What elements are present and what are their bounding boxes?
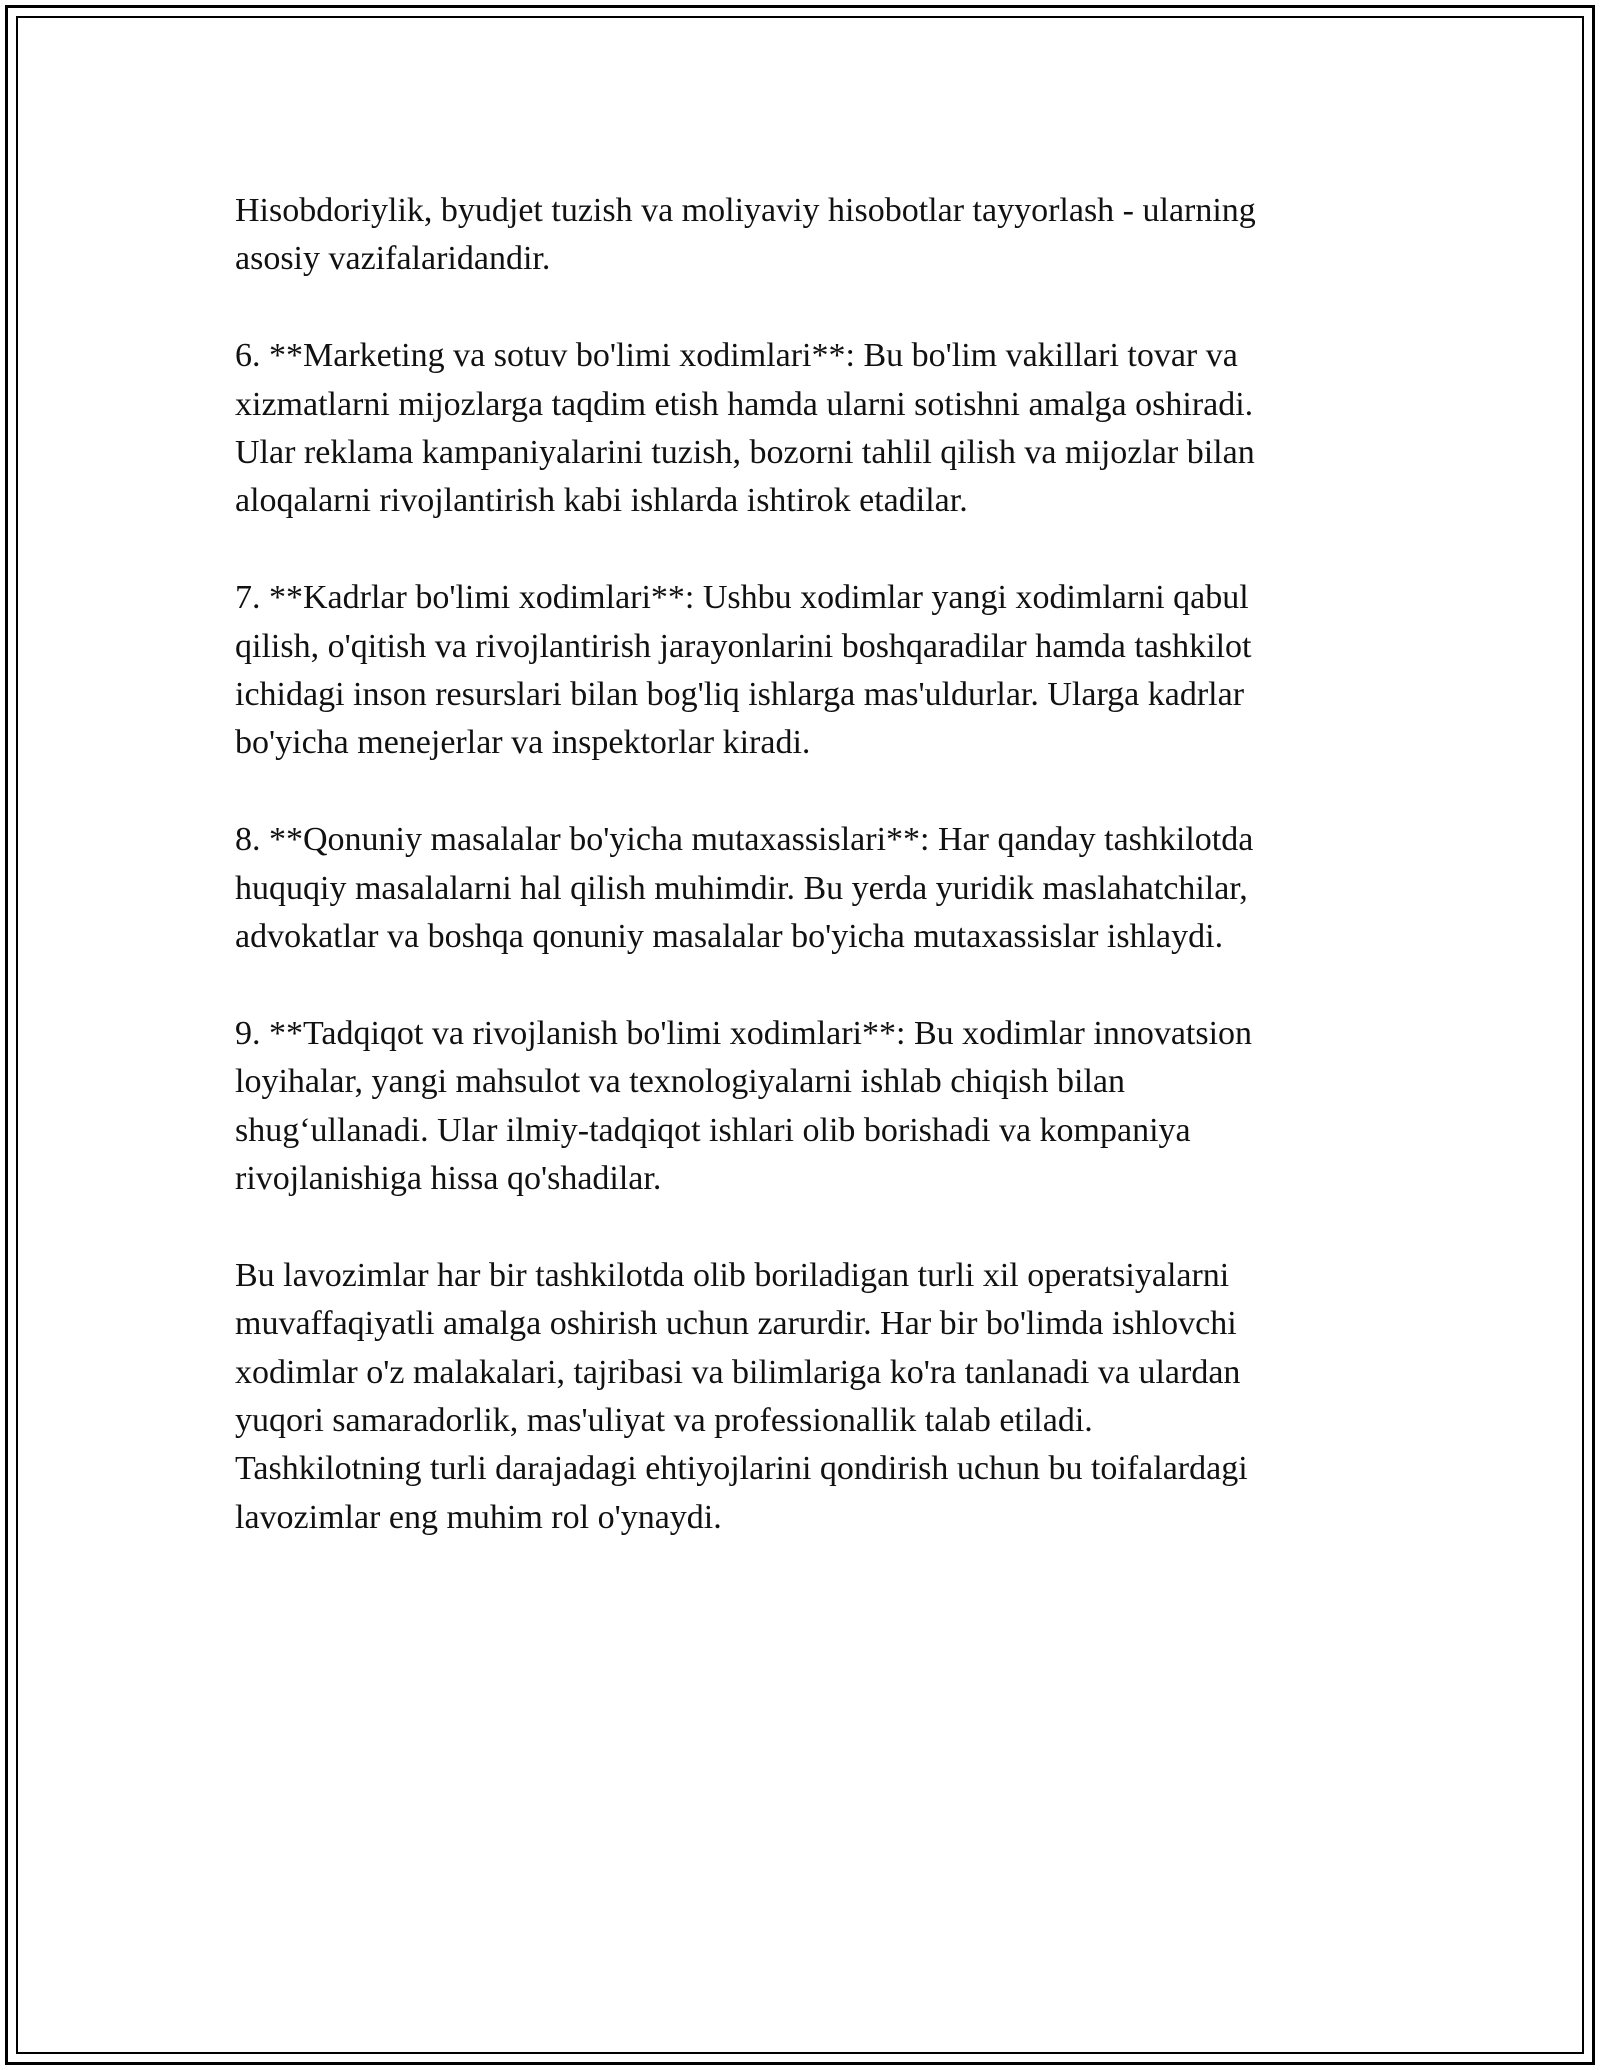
text-line: ichidagi inson resurslari bilan bog'liq ishlarga mas'uldurlar. Ularga kadrlar [235, 676, 1245, 714]
text-line: 9. **Tadqiqot va rivojlanish bo'limi xodimlari**: Bu xodimlar innovatsion [235, 1014, 1253, 1052]
text-line: advokatlar va boshqa qonuniy masalalar bo'yicha mutaxassislar ishlaydi. [235, 918, 1224, 956]
text-line: xodimlar o'z malakalari, tajribasi va bilimlariga ko'ra tanlanadi va ulardan [235, 1353, 1241, 1391]
text-line: xizmatlarni mijozlarga taqdim etish hamda ularni sotishni amalga oshiradi. [235, 385, 1254, 423]
text-line: aloqalarni rivojlantirish kabi ishlarda ishtirok etadilar. [235, 482, 968, 520]
paragraph-intro-continuation [235, 187, 1370, 284]
text-line: 6. **Marketing va sotuv bo'limi xodimlari**: Bu bo'lim vakillari tovar va [235, 337, 1238, 375]
text-line: shug‘ullanadi. Ular ilmiy-tadqiqot ishlari olib borishadi va kompaniya [235, 1111, 1191, 1149]
text-line: muvaffaqiyatli amalga oshirish uchun zarurdir. Har bir bo'limda ishlovchi [235, 1305, 1237, 1343]
text-line: Bu lavozimlar har bir tashkilotda olib boriladigan turli xil operatsiyalarni [235, 1256, 1230, 1294]
text-line: huquqiy masalalarni hal qilish muhimdir. Bu yerda yuridik maslahatchilar, [235, 869, 1248, 907]
paragraph-item-7-hr [235, 574, 1370, 768]
document-body [235, 187, 1370, 1591]
text-line: rivojlanishiga hissa qo'shadilar. [235, 1160, 662, 1198]
text-line: bo'yicha menejerlar va inspektorlar kiradi. [235, 724, 811, 762]
text-line: loyihalar, yangi mahsulot va texnologiyalarni ishlab chiqish bilan [235, 1063, 1126, 1101]
text-line: Ular reklama kampaniyalarini tuzish, bozorni tahlil qilish va mijozlar bilan [235, 434, 1255, 472]
paragraph-conclusion [235, 1252, 1370, 1542]
text-line: 8. **Qonuniy masalalar bo'yicha mutaxassislari**: Har qanday tashkilotda [235, 821, 1254, 859]
text-line: qilish, o'qitish va rivojlantirish jarayonlarini boshqaradilar hamda tashkilot [235, 627, 1252, 665]
text-line: lavozimlar eng muhim rol o'ynaydi. [235, 1498, 722, 1536]
text-line: 7. **Kadrlar bo'limi xodimlari**: Ushbu xodimlar yangi xodimlarni qabul [235, 579, 1249, 617]
paragraph-item-8-legal [235, 816, 1370, 961]
text-line: Tashkilotning turli darajadagi ehtiyojlarini qondirish uchun bu toifalardagi [235, 1450, 1248, 1488]
paragraph-item-6-marketing [235, 332, 1370, 526]
paragraph-item-9-research [235, 1010, 1370, 1204]
text-line: asosiy vazifalaridandir. [235, 240, 551, 278]
text-line: yuqori samaradorlik, mas'uliyat va professionallik talab etiladi. [235, 1402, 1093, 1440]
text-line: Hisobdoriylik, byudjet tuzish va moliyaviy hisobotlar tayyorlash - ularning [235, 192, 1256, 229]
